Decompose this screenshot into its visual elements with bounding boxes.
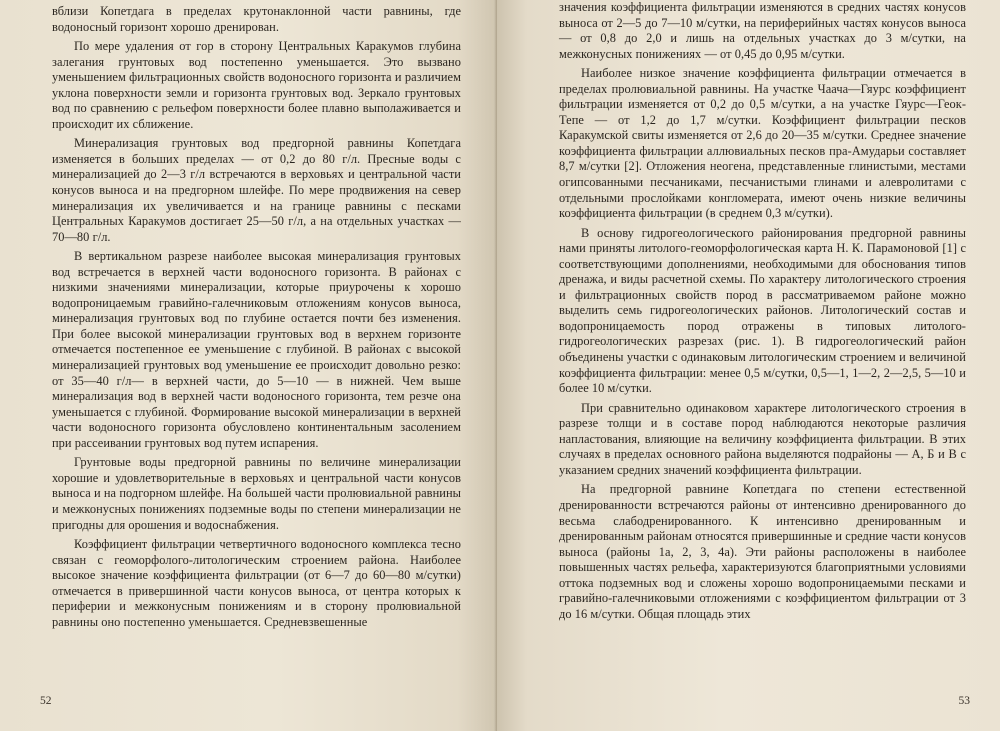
left-paragraph-5: Грунтовые воды предгорной равнины по величине минерализации хорошие и удовлетворительные в верховьях и центральной части конусов выноса и на подгорном шлейфе. На большей части пролювиальной равнины и межконусных понижениях подземные воды по степени минерализации не пригодны для орошения и водоснабжения. <box>52 455 461 532</box>
right-paragraph-1: значения коэффициента фильтрации изменяются в средних частях конусов выноса от 2—5 до 7—10 м/сутки, на периферийных частях конусов выноса — от 0,8 до 2,0 и лишь на отдельных участках до 3 м/сутки, на межконусных понижениях — от 0,45 до 0,95 м/сутки. <box>559 0 966 61</box>
right-paragraph-4: При сравнительно одинаковом характере литологического строения в разрезе толщи и в составе пород наблюдаются некоторые различия напластования, влияющие на величину коэффициента фильтрации. В этих случаях в пределах основного района выделяются подрайоны — А, Б и В с указанием средних значений коэффициента фильтрации. <box>559 400 966 477</box>
right-page <box>497 0 1000 731</box>
right-page-number: 53 <box>958 695 970 707</box>
right-paragraph-3: В основу гидрогеологического районирования предгорной равнины нами приняты литолого-геоморфологическая карта Н. К. Парамоновой [1] с соответствующими дополнениями, необходимыми для обоснования типов дренажа, и виды расчетной схемы. По характеру литологического строения и фильтрационных свойств пород в рассматриваемом районе можно выделить семь гидрогеологических районов. Литологический состав и водопроницаемость пород отражены в типовых литолого-гидрогеологических разрезах (рис. 1). В гидрогеологический район объединены участки с одинаковым литологическим строением и величиной коэффициента фильтрации: менее 0,5 м/сутки, 0,5—1, 1—2, 2—2,5, 5—10 и более 10 м/сутки. <box>559 225 966 396</box>
left-page-number: 52 <box>40 695 52 707</box>
left-paragraph-3: Минерализация грунтовых вод предгорной равнины Копетдага изменяется в больших пределах — от 0,2 до 80 г/л. Пресные воды с минерализацией до 2—3 г/л встречаются в верховьях и центральной части конусов выноса и на предгорном шлейфе. По мере продвижения на север минерализация их увеличивается и на границе равнины с песками Центральных Каракумов достигает 25—50 г/л, а на отдельных участках — 70—80 г/л. <box>52 136 461 244</box>
left-paragraph-2: По мере удаления от гор в сторону Центральных Каракумов глубина залегания грунтовых вод постепенно уменьшается. Это вызвано уменьшением фильтрационных свойств водоносного горизонта и различием уклона поверхности земли и горизонта грунтовых вод. Зеркало грунтовых вод по сравнению с рельефом поверхности более плавно выполаживается и происходит их сближение. <box>52 39 461 131</box>
left-paragraph-4: В вертикальном разрезе наиболее высокая минерализация грунтовых вод встречается в верхней части водоносного горизонта. В районах с низкими значениями минерализации, которые приурочены к хорошо водопроницаемым гравийно-галечниковым отложениям конусов выноса, минерализация грунтовых вод по глубине остается почти без изменения. При более высокой минерализации грунтовых вод в верхнем горизонте отмечается постепенное ее уменьшение с глубиной. В районах с высокой минерализацией грунтовых вод уменьшение ее происходит довольно резко: от 35—40 г/л— в верхней части, до 5—10 — в нижней. Чем выше минерализация вод в верхней части водоносного горизонта, тем резче она уменьшается с глубиной. Формирование высокой минерализации в верхней части водоносного горизонта обусловлено континентальным засолением при рассеивании грунтовых вод путем испарения. <box>52 249 461 450</box>
left-page <box>0 0 497 731</box>
left-paragraph-1: вблизи Копетдага в пределах крутонаклонной части равнины, где водоносный горизонт хорошо дренирован. <box>52 4 461 34</box>
right-paragraph-2: Наиболее низкое значение коэффициента фильтрации отмечается в пределах пролювиальной равнины. На участке Чаача—Гяурс коэффициент фильтрации изменяется от 0,2 до 0,5 м/сутки, а на участке Гяурс—Геок-Тепе — от 1,2 до 1,7 м/сутки. Коэффициент фильтрации песков Каракумской свиты изменяется от 2,6 до 20—35 м/сутки. Среднее значение коэффициента фильтрации аллювиальных песков пра-Амударьи составляет 8,7 м/сутки [2]. Отложения неогена, представленные глинистыми, местами огипсованными песчаниками, песчанистыми глинами и алевролитами с отдельными прослойками конгломерата, имеют очень низкие величины коэффициента фильтрации (в среднем 0,3 м/сутки). <box>559 66 966 221</box>
left-paragraph-6: Коэффициент фильтрации четвертичного водоносного комплекса тесно связан с геоморфолого-литологическим строением района. Наиболее высокое значение коэффициента фильтрации (от 6—7 до 60—80 м/сутки) отмечается в привершинной части конусов выноса, от центра которых к периферии и межконусным понижениям и в сторону пролювиальной равнины оно постепенно уменьшается. Средневзвешенные <box>52 537 461 629</box>
right-paragraph-5: На предгорной равнине Копетдага по степени естественной дренированности встречаются районы от интенсивно дренированного до весьма слабодренированного. К интенсивно дренированным и дренированным районам относятся привершинные и средние части конусов выноса (районы 1а, 2, 3, 4а). Эти районы расположены в наиболее повышенных частях рельефа, характеризуются благоприятными условиями оттока подземных вод и сложены хорошо водопроницаемыми песками и гравийно-галечниковыми отложениями с коэффициентом фильтрации от 3 до 16 м/сутки. Общая площадь этих <box>559 482 966 621</box>
